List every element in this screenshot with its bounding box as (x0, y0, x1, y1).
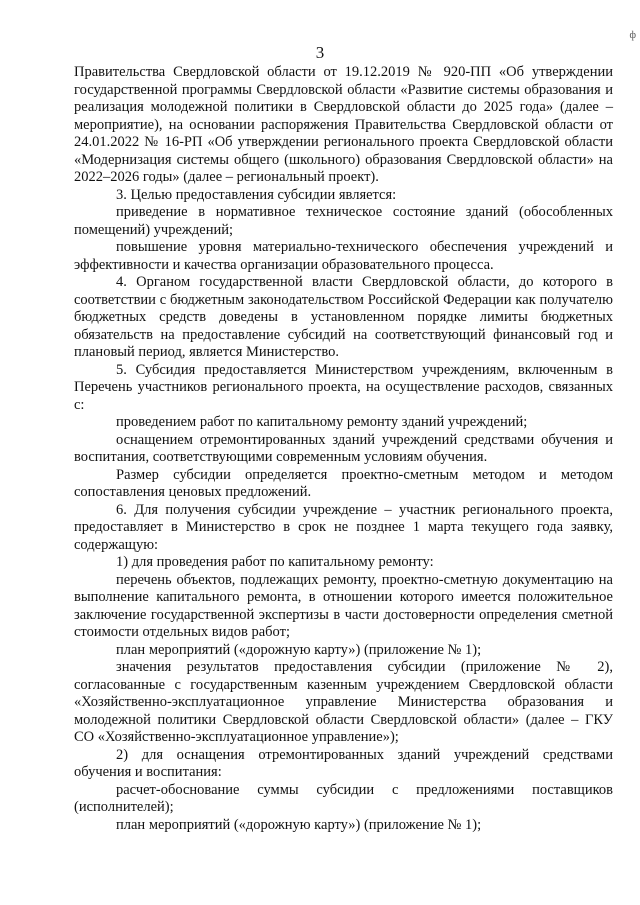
corner-mark: ф (629, 30, 636, 41)
list-item-2-equipment: 2) для оснащения отремонтированных зданий учреждений средствами обучения и воспитания: (74, 746, 613, 780)
paragraph-5-subsidy: 5. Субсидия предоставляется Министерством учреждениям, включенным в Перечень участников регионального проекта, на осуществление расходов, связанных с: (74, 361, 613, 413)
list-item-calculation: расчет-обоснование суммы субсидии с предложениями поставщиков (исполнителей); (74, 781, 613, 815)
paragraph-3-goal: 3. Целью предоставления субсидии является: (116, 186, 397, 203)
list-item-1-repair: 1) для проведения работ по капитальному ремонту: (116, 554, 434, 570)
list-item-equipment: оснащением отремонтированных зданий учреждений средствами обучения и воспитания, соответствующими современным условиям обучения. (74, 431, 613, 465)
list-item-roadmap: план мероприятий («дорожную карту») (приложение № 1); (116, 641, 482, 658)
list-item-objects-list: перечень объектов, подлежащих ремонту, проектно-сметную документацию на выполнение капитального ремонта, в отношении которого имеется положительное заключение государственной экспертизы в части достоверности определения сметной стоимости отдельных видов работ; (74, 571, 613, 640)
list-item-capital-repair: проведением работ по капитальному ремонту зданий учреждений; (116, 414, 528, 430)
paragraph-subsidy-size: Размер субсидии определяется проектно-сметным методом и методом сопоставления ценовых предложений. (74, 466, 613, 500)
list-item-material-level: повышение уровня материально-технического обеспечения учреждений и эффективности и качества организации образовательного процесса. (74, 239, 613, 273)
list-item-roadmap-2: план мероприятий («дорожную карту») (приложение № 1); (116, 816, 482, 833)
document-body (74, 64, 613, 834)
paragraph-6-application: 6. Для получения субсидии учреждение – участник регионального проекта, предоставляет в Министерство в срок не позднее 1 марта текущего года заявку, содержащую: (74, 501, 613, 553)
list-item-normative-state: приведение в нормативное техническое состояние зданий (обособленных помещений) учреждений; (74, 204, 613, 238)
page-number: 3 (315, 43, 325, 62)
paragraph-4-authority: 4. Органом государственной власти Свердловской области, до которого в соответствии с бюджетным законодательством Российской Федерации как получателю бюджетных средств доведены в установленном порядке лимиты бюджетных обязательств на предоставление субсидий на соответствующий финансовый год и плановый период, является Министерство. (74, 274, 613, 360)
list-item-result-values: значения результатов предоставления субсидии (приложение № 2), согласованные с государственным казенным учреждением Свердловской области «Хозяйственно-эксплуатационное управление Министерства образования и молодежной политики Свердловской области Свердловской области» (далее – ГКУ СО «Хозяйственно-эксплуатационное управление»); (74, 659, 613, 745)
paragraph-continuation: Правительства Свердловской области от 19.12.2019 № 920-ПП «Об утверждении государственной программы Свердловской области «Развитие системы образования и реализация молодежной политики в Свердловской области до 2025 года» (далее – мероприятие), на основании распоряжения Правительства Свердловской области от 24.01.2022 № 16-РП «Об утверждении регионального проекта Свердловской области «Модернизация системы общего (школьного) образования Свердловской области» на 2022–2026 годы» (далее – региональный проект). (74, 64, 613, 185)
